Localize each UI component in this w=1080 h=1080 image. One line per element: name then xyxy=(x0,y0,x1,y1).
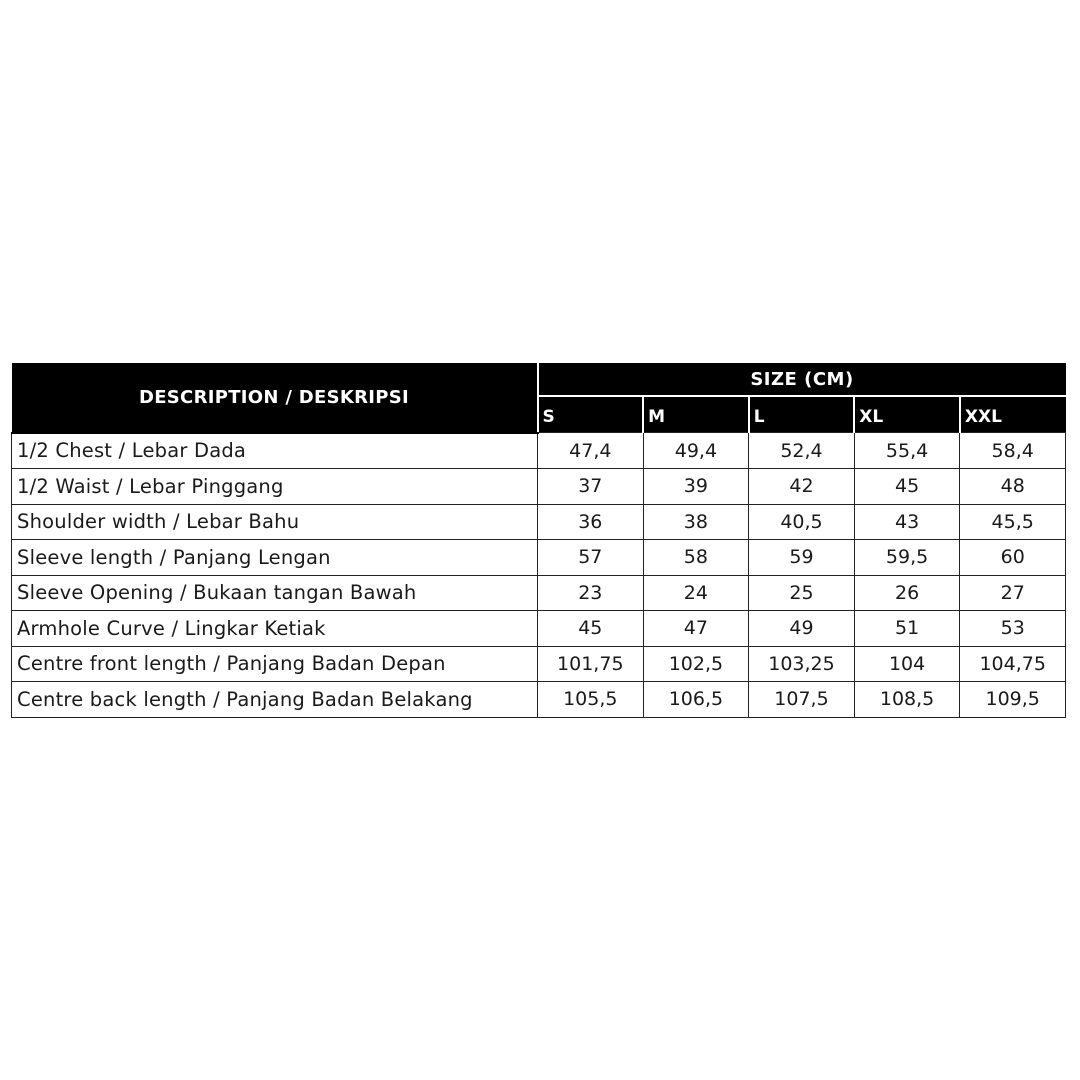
table-cell: 39 xyxy=(643,469,749,505)
table-cell: 55,4 xyxy=(854,433,960,469)
table-cell: 36 xyxy=(538,504,644,540)
table-cell: 26 xyxy=(854,575,960,611)
row-label: Armhole Curve / Lingkar Ketiak xyxy=(12,611,538,647)
table-cell: 109,5 xyxy=(960,682,1066,718)
table-cell: 52,4 xyxy=(749,433,855,469)
table-cell: 104 xyxy=(854,646,960,682)
table-cell: 24 xyxy=(643,575,749,611)
table-cell: 103,25 xyxy=(749,646,855,682)
row-label: Sleeve Opening / Bukaan tangan Bawah xyxy=(12,575,538,611)
table-row xyxy=(12,646,1066,682)
row-label: Centre back length / Panjang Badan Belakang xyxy=(12,682,538,718)
table-row xyxy=(12,433,1066,469)
size-header-m: M xyxy=(643,396,749,433)
table-cell: 37 xyxy=(538,469,644,505)
table-cell: 102,5 xyxy=(643,646,749,682)
table-cell: 40,5 xyxy=(749,504,855,540)
table-cell: 53 xyxy=(960,611,1066,647)
table-row xyxy=(12,611,1066,647)
table-cell: 45 xyxy=(538,611,644,647)
size-group-header: SIZE (CM) xyxy=(538,363,1066,396)
table-cell: 59,5 xyxy=(854,540,960,576)
row-label: 1/2 Waist / Lebar Pinggang xyxy=(12,469,538,505)
table-cell: 58,4 xyxy=(960,433,1066,469)
table-cell: 23 xyxy=(538,575,644,611)
table-row xyxy=(12,504,1066,540)
table-cell: 47 xyxy=(643,611,749,647)
table-cell: 107,5 xyxy=(749,682,855,718)
row-label: Sleeve length / Panjang Lengan xyxy=(12,540,538,576)
table-cell: 104,75 xyxy=(960,646,1066,682)
row-label: 1/2 Chest / Lebar Dada xyxy=(12,433,538,469)
table-cell: 45,5 xyxy=(960,504,1066,540)
description-header: DESCRIPTION / DESKRIPSI xyxy=(12,363,538,433)
table-cell: 101,75 xyxy=(538,646,644,682)
size-header-l: L xyxy=(749,396,855,433)
table-cell: 57 xyxy=(538,540,644,576)
table-cell: 38 xyxy=(643,504,749,540)
table-cell: 49 xyxy=(749,611,855,647)
table-cell: 48 xyxy=(960,469,1066,505)
table-cell: 42 xyxy=(749,469,855,505)
table-cell: 45 xyxy=(854,469,960,505)
table-cell: 25 xyxy=(749,575,855,611)
size-header-xxl: XXL xyxy=(960,396,1066,433)
table-cell: 108,5 xyxy=(854,682,960,718)
size-chart-table xyxy=(11,363,1066,718)
table-cell: 27 xyxy=(960,575,1066,611)
size-header-xl: XL xyxy=(854,396,960,433)
table-cell: 60 xyxy=(960,540,1066,576)
table-row xyxy=(12,469,1066,505)
table-cell: 106,5 xyxy=(643,682,749,718)
table-cell: 59 xyxy=(749,540,855,576)
table-cell: 105,5 xyxy=(538,682,644,718)
table-cell: 47,4 xyxy=(538,433,644,469)
table-row xyxy=(12,575,1066,611)
table-row xyxy=(12,540,1066,576)
table-cell: 51 xyxy=(854,611,960,647)
table-cell: 49,4 xyxy=(643,433,749,469)
row-label: Centre front length / Panjang Badan Depan xyxy=(12,646,538,682)
table-cell: 58 xyxy=(643,540,749,576)
row-label: Shoulder width / Lebar Bahu xyxy=(12,504,538,540)
table-cell: 43 xyxy=(854,504,960,540)
table-row xyxy=(12,682,1066,718)
size-header-s: S xyxy=(538,396,644,433)
